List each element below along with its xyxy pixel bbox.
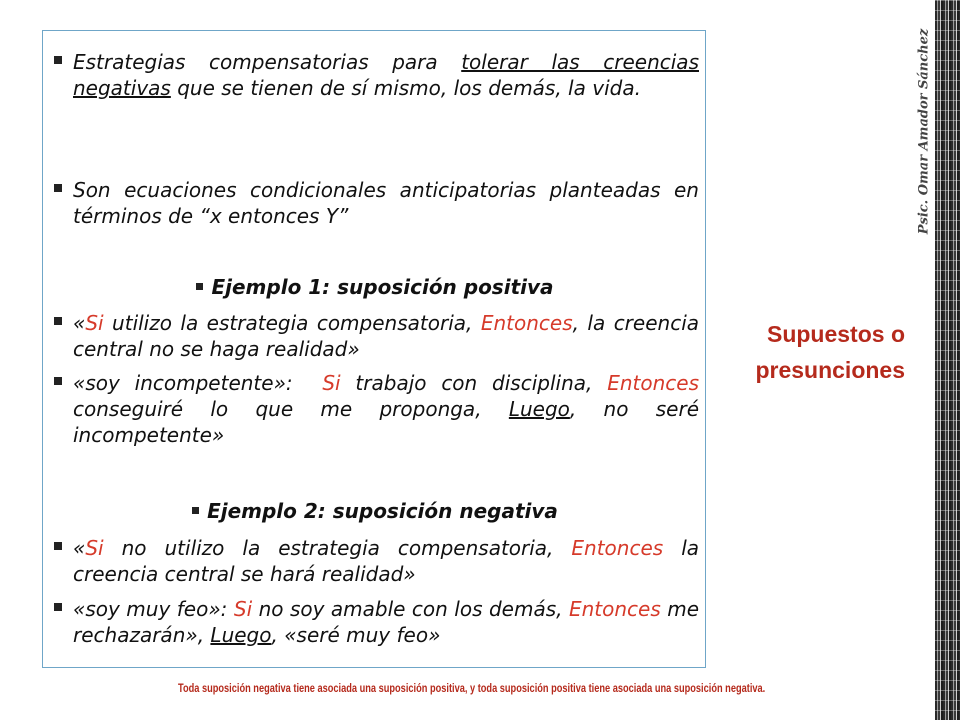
p4-text-b: trabajo con disciplina,: [340, 371, 608, 395]
square-bullet-icon: [54, 184, 62, 192]
square-bullet-icon: [54, 542, 62, 550]
p4-text-a: «soy incompetente»:: [73, 371, 323, 395]
slide-title: [715, 316, 905, 388]
bullet-positive-general: [73, 310, 699, 362]
bullet-negative-example: [73, 596, 699, 648]
slide-title-line-2: presunciones: [755, 357, 905, 383]
p4-luego: Luego: [508, 397, 570, 421]
example-1-heading: [43, 274, 707, 300]
p5-entonces: Entonces: [571, 536, 664, 560]
p3-text-c: , la creencia central no se haga realidad»: [73, 311, 700, 361]
p1-text-a: Estrategias compensatorias para: [73, 50, 462, 74]
bullet-positive-example: [73, 370, 699, 448]
p5-si: Si: [85, 536, 104, 560]
square-bullet-icon: [54, 317, 62, 325]
example-2-heading: [43, 498, 707, 524]
author-credit-text: Psic. Omar Amador Sánchez: [916, 28, 932, 234]
p3-si: Si: [85, 311, 104, 335]
p4-si: Si: [322, 371, 341, 395]
p4-text-c: conseguiré lo que me proponga,: [73, 397, 509, 421]
bullet-negative-general: [73, 535, 699, 587]
p6-si: Si: [233, 597, 253, 621]
footer-note: Toda suposición negativa tiene asociada una suposición positiva, y toda suposición positiva tiene asociada una suposición negativa.: [178, 681, 766, 695]
p3-text-a: «: [73, 311, 86, 335]
p6-text-a: «soy muy feo»:: [73, 597, 234, 621]
square-bullet-icon: [54, 56, 62, 64]
decorative-film-edge: [935, 0, 960, 720]
p4-text-d: , no seré incompetente»: [73, 397, 699, 447]
example-1-heading-text: Ejemplo 1: suposición positiva: [211, 275, 554, 299]
square-bullet-icon: [196, 283, 203, 290]
slide-title-line-1: Supuestos o: [766, 321, 905, 347]
square-bullet-icon: [54, 603, 62, 611]
p6-text-b: no soy amable con los demás,: [252, 597, 569, 621]
p4-entonces: Entonces: [607, 371, 699, 395]
p3-text-b: utilizo la estrategia compensatoria,: [103, 311, 481, 335]
p1-text-c: que se tienen de sí mismo, los demás, la vida.: [170, 76, 641, 100]
p5-text-a: «: [73, 536, 86, 560]
square-bullet-icon: [54, 377, 62, 385]
p6-entonces: Entonces: [568, 597, 661, 621]
bullet-conditional-equations: [73, 177, 699, 229]
author-credit: [913, 15, 935, 247]
example-2-heading-text: Ejemplo 2: suposición negativa: [207, 499, 558, 523]
p6-luego: Luego: [210, 623, 272, 647]
bullet-compensatory-strategies: [73, 49, 699, 101]
p6-text-c: me rechazarán»,: [73, 597, 699, 647]
p5-text-b: no utilizo la estrategia compensatoria,: [103, 536, 572, 560]
p5-text-c: la creencia central se hará realidad»: [73, 536, 700, 586]
p1-underlined: tolerar las creencias negativas: [73, 50, 699, 100]
content-box: [42, 30, 706, 668]
p2-text: Son ecuaciones condicionales anticipatorias planteadas en términos de “x entonces Y”: [73, 178, 699, 228]
p6-text-d: , «seré muy feo»: [271, 623, 441, 647]
square-bullet-icon: [192, 507, 199, 514]
p3-entonces: Entonces: [480, 311, 573, 335]
